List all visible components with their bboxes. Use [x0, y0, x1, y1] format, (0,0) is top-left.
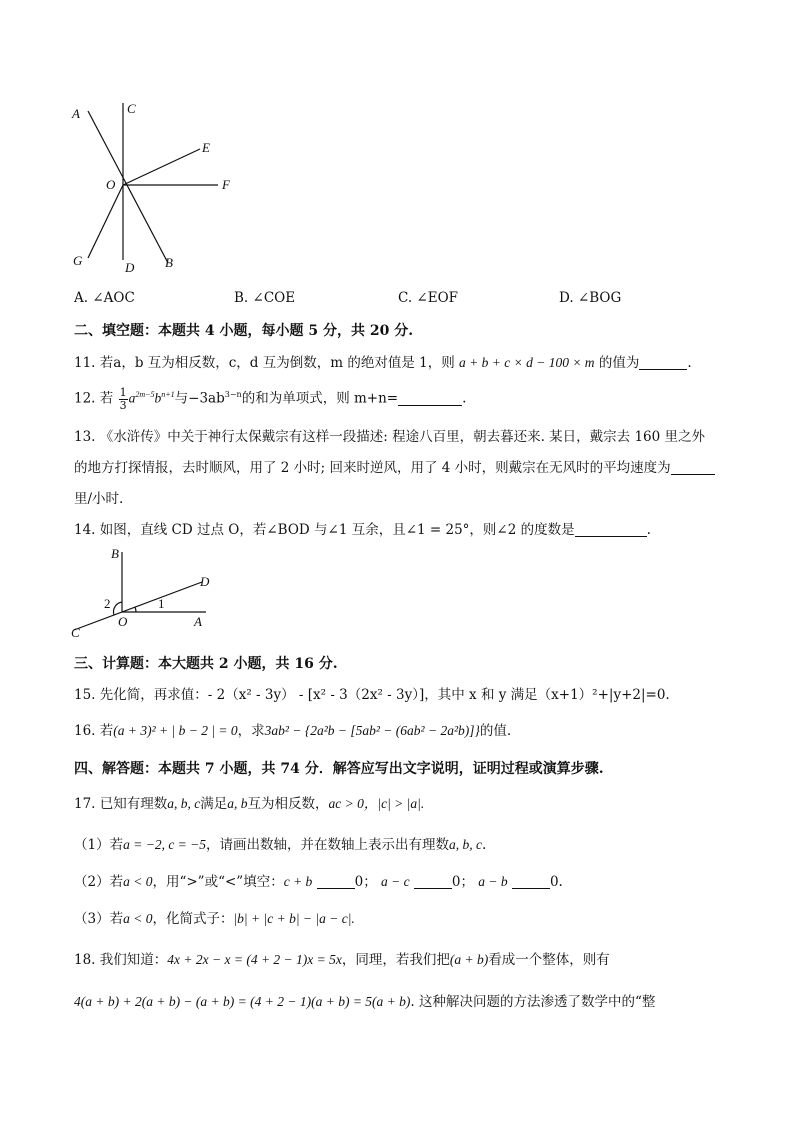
label-C: C: [71, 625, 80, 640]
answer-blank-11[interactable]: [639, 355, 687, 370]
label-A: A: [72, 106, 80, 121]
section-title-fill-blank: 二、填空题：本题共 4 小题，每小题 5 分，共 20 分.: [74, 323, 414, 339]
label-G: G: [73, 253, 83, 268]
section-title-calculation: 三、计算题：本大题共 2 小题，共 16 分.: [74, 656, 338, 672]
question-18-line1: 18. 我们知道：4x + 2x − x = (4 + 2 − 1)x = 5x，同理，若我们把(a + b)看成一个整体，则有: [74, 952, 610, 968]
option-c[interactable]: C. ∠EOF: [398, 290, 459, 306]
answer-blank-14[interactable]: [575, 522, 647, 537]
answer-blank-17-2c[interactable]: [512, 874, 550, 889]
label-O: O: [106, 177, 116, 192]
question-15: 15. 先化简，再求值：- 2（x² - 3y） - [x² - 3（2x² - 3y）]，其中 x 和 y 满足（x+1）²+|y+2|=0.: [74, 687, 670, 703]
label-B: B: [165, 255, 173, 270]
question-12: 12. 若 $\frac{1}{3}$ $a^{2m-5}b^{n+1}$与$-3ab^{3-n}$的和为单项式，则 m+n= .: [74, 385, 467, 412]
label-angle-1: 1: [158, 596, 165, 611]
label-D: D: [125, 260, 135, 275]
label-angle-2: 2: [104, 596, 111, 611]
answer-blank-17-2b[interactable]: [414, 874, 452, 889]
ray-OG: [88, 185, 123, 258]
label-B: B: [111, 546, 119, 561]
label-E: E: [202, 140, 210, 155]
question-14: 14. 如图，直线 CD 过点 O，若∠BOD 与∠1 互余，且∠1 = 25°，则∠2 的度数是 .: [74, 522, 651, 538]
question-17-part-1: （1）若a = −2, c = −5，请画出数轴，并在数轴上表示出有理数a, b, c.: [74, 837, 487, 853]
question-17-stem: 17. 已知有理数a, b, c满足a, b互为相反数，ac > 0，|c| > |a|.: [74, 796, 425, 812]
angle-figure-10: [60, 95, 250, 285]
line-AB: [88, 111, 168, 263]
option-a[interactable]: A. ∠AOC: [74, 290, 135, 306]
option-d[interactable]: D. ∠BOG: [559, 290, 622, 306]
answer-blank-13[interactable]: [671, 460, 715, 475]
angle-arc-1: [135, 607, 136, 612]
question-18-line2: 4(a + b) + 2(a + b) − (a + b) = (4 + 2 − 1)(a + b) = 5(a + b). 这种解决问题的方法渗透了数学中的“整: [74, 994, 656, 1010]
answer-blank-12[interactable]: [398, 391, 462, 406]
label-D: D: [200, 574, 210, 589]
question-13-line2: 的地方打探情报，去时顺风，用了 2 小时; 回来时逆风，用了 4 小时，则戴宗在无风时的平均速度为: [74, 459, 715, 477]
label-C: C: [127, 101, 136, 116]
section-title-solutions: 四、解答题：本题共 7 小题，共 74 分．解答应写出文字说明，证明过程或演算步骤.: [74, 761, 604, 777]
question-13-line1: 13. 《水浒传》中关于神行太保戴宗有这样一段描述: 程途八百里，朝去暮还来. 某日，戴宗去 160 里之外: [74, 429, 706, 445]
question-11: 11. 若a，b 互为相反数，c，d 互为倒数，m 的绝对值是 1，则 a + b + c × d − 100 × m 的值为 .: [74, 355, 692, 371]
angle-figure-14: [66, 542, 226, 642]
ray-OE: [123, 149, 200, 185]
label-F: F: [222, 177, 230, 192]
question-17-part-3: （3）若a < 0，化简式子：|b| + |c + b| − |a − c|.: [74, 911, 355, 927]
answer-blank-17-2a[interactable]: [317, 874, 355, 889]
label-A: A: [194, 614, 202, 629]
option-b[interactable]: B. ∠COE: [234, 290, 296, 306]
label-O: O: [118, 614, 128, 629]
question-16: 16. 若(a + 3)² + | b − 2 | = 0，求3ab² − {2a²b − [5ab² − (6ab² − 2a²b)]}的值.: [74, 723, 512, 739]
question-17-part-2: （2）若a < 0，用“>”或“<”填空：c + b 0； a − c 0； a − b 0.: [74, 874, 563, 890]
question-13-line3: 里/小时.: [74, 491, 124, 507]
line-CD: [74, 582, 202, 630]
fraction-one-third: $\frac{1}{3}$: [119, 385, 127, 412]
